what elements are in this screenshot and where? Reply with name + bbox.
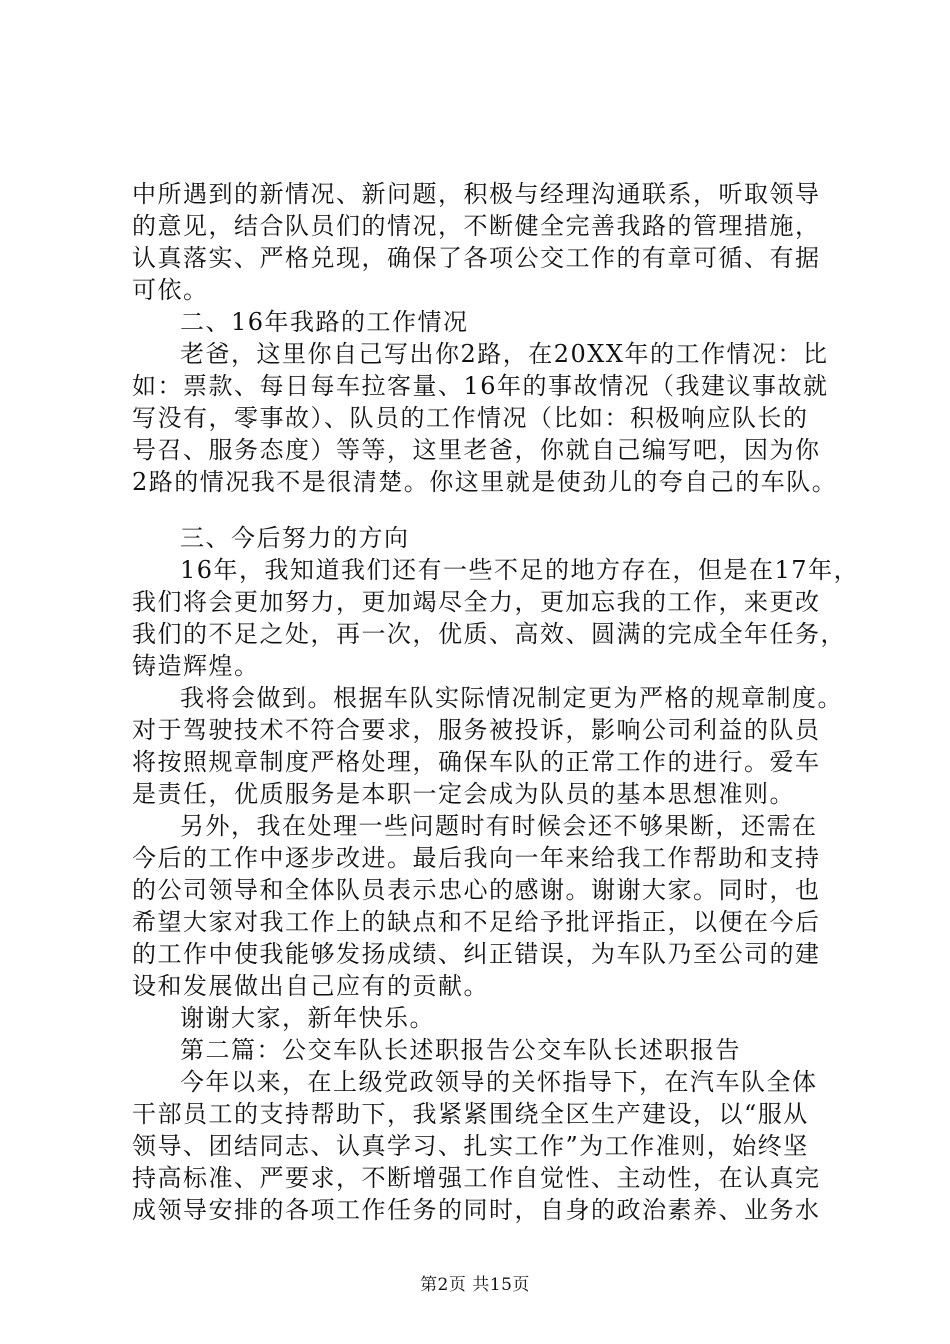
page-footer: 第2页 共15页 bbox=[420, 1275, 530, 1295]
text-line: 将按照规章制度严格处理，确保车队的正常工作的进行。爱车 bbox=[132, 748, 821, 776]
text-line: 今后的工作中逐步改进。最后我向一年来给我工作帮助和支持 bbox=[132, 844, 821, 872]
section-heading: 第二篇：公交车队长述职报告公交车队长述职报告 bbox=[180, 1036, 741, 1064]
text-line: 谢谢大家，新年快乐。 bbox=[180, 1004, 435, 1032]
section-heading: 二、16年我路的工作情况 bbox=[180, 308, 469, 336]
text-line: 2路的情况我不是很清楚。你这里就是使劲儿的夸自己的车队。 bbox=[132, 468, 838, 496]
text-line: 如：票款、每日每车拉客量、16年的事故情况（我建议事故就 bbox=[132, 372, 829, 400]
text-line: 是责任，优质服务是本职一定会成为队员的基本思想准则。 bbox=[132, 780, 795, 808]
text-line: 的公司领导和全体队员表示忠心的感谢。谢谢大家。同时，也 bbox=[132, 876, 821, 904]
text-line: 对于驾驶技术不符合要求，服务被投诉，影响公司利益的队员 bbox=[132, 716, 821, 744]
text-line: 认真落实、严格兑现，确保了各项公交工作的有章可循、有据 bbox=[132, 244, 821, 272]
text-line: 领导、团结同志、认真学习、扎实工作”为工作准则，始终坚 bbox=[132, 1132, 809, 1160]
text-line: 16年，我知道我们还有一些不足的地方存在，但是在17年， bbox=[180, 556, 860, 584]
text-line: 中所遇到的新情况、新问题，积极与经理沟通联系，听取领导 bbox=[132, 180, 821, 208]
text-line: 我将会做到。根据车队实际情况制定更为严格的规章制度。 bbox=[180, 684, 843, 712]
text-line: 干部员工的支持帮助下，我紧紧围绕全区生产建设，以“服从 bbox=[132, 1100, 809, 1128]
text-line: 号召、服务态度）等等，这里老爸，你就自己编写吧，因为你 bbox=[132, 436, 821, 464]
text-line: 老爸，这里你自己写出你2路，在20XX年的工作情况：比 bbox=[180, 340, 829, 368]
text-line: 希望大家对我工作上的缺点和不足给予批评指正，以便在今后 bbox=[132, 908, 821, 936]
text-line: 持高标准、严要求，不断增强工作自觉性、主动性，在认真完 bbox=[132, 1164, 821, 1192]
text-line: 另外，我在处理一些问题时有时候会还不够果断，还需在 bbox=[180, 812, 818, 840]
text-line: 可依。 bbox=[132, 276, 209, 304]
text-line: 铸造辉煌。 bbox=[132, 652, 260, 680]
section-heading: 三、今后努力的方向 bbox=[180, 524, 410, 552]
text-line: 今年以来，在上级党政领导的关怀指导下，在汽车队全体 bbox=[180, 1068, 818, 1096]
text-line: 的意见，结合队员们的情况，不断健全完善我路的管理措施， bbox=[132, 212, 821, 240]
text-line: 设和发展做出自己应有的贡献。 bbox=[132, 972, 489, 1000]
text-line: 我们将会更加努力，更加竭尽全力，更加忘我的工作，来更改 bbox=[132, 588, 821, 616]
text-line: 的工作中使我能够发扬成绩、纠正错误，为车队乃至公司的建 bbox=[132, 940, 821, 968]
text-line: 写没有，零事故）、队员的工作情况（比如：积极响应队长的 bbox=[132, 404, 809, 432]
text-line: 成领导安排的各项工作任务的同时，自身的政治素养、业务水 bbox=[132, 1196, 821, 1224]
text-line: 我们的不足之处，再一次，优质、高效、圆满的完成全年任务， bbox=[132, 620, 846, 648]
